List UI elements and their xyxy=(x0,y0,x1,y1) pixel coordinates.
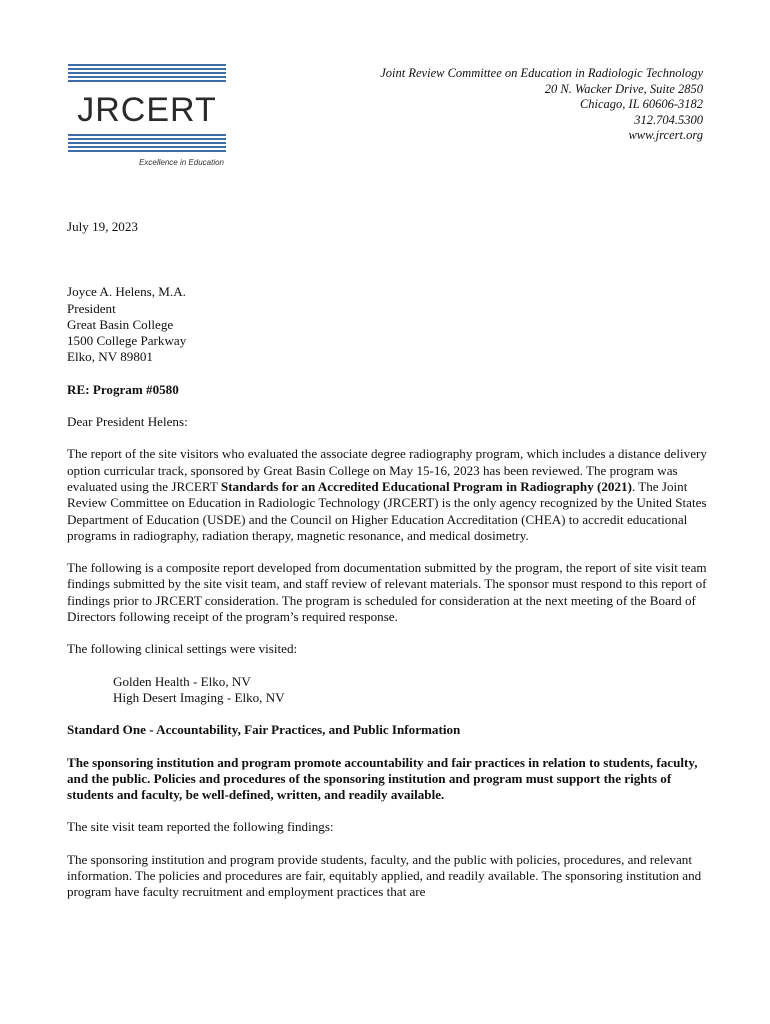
recipient-title: President xyxy=(67,300,116,316)
recipient-street: 1500 College Parkway xyxy=(67,333,187,349)
paragraph-intro xyxy=(67,446,707,544)
letterhead-web[interactable]: www.jrcert.org xyxy=(628,128,703,143)
paragraph-intro-b: . The Joint Review Committee on Education in Radiologic Technology (JRCERT) is the only agency recognized by the United States Department of Education (USDE) and the Council on Higher Education Accreditation (CHEA) to accredit educational programs in radiography, radiation therapy, magnetic resonance, and medical dosimetry. xyxy=(67,478,707,543)
clinical-site: High Desert Imaging - Elko, NV xyxy=(113,689,285,705)
findings-paragraph: The sponsoring institution and program provide students, faculty, and the public with policies, procedures, and relevant information. The policies and procedures are fair, equitably applied, and readily available. The sponsoring institution and program have faculty recruitment and employment practices that are xyxy=(67,851,702,900)
logo-wordmark: JRCERT xyxy=(77,91,217,129)
logo-stripes-top xyxy=(68,64,226,84)
letterhead-street: 20 N. Wacker Drive, Suite 2850 xyxy=(544,81,703,96)
letter-body xyxy=(67,219,707,917)
letterhead-org: Joint Review Committee on Education in Radiologic Technology xyxy=(380,66,703,80)
paragraph-composite: The following is a composite report developed from documentation submitted by the program, the report of site visit team findings submitted by the site visit team, and staff review of relevant materials. The sponsor must respond to this report of findings prior to JRCERT consideration. The program is scheduled for consideration at the next meeting of the Board of Directors following receipt of the program’s required response. xyxy=(67,560,707,625)
paragraph-intro-a: The report of the site visitors who evaluated the associate degree radiography program, which includes a distance delivery option curricular track, sponsored by Great Basin College on May 15-16, 2023 has been reviewed. The program was evaluated using the JRCERT xyxy=(67,446,707,494)
letterhead-phone: 312.704.5300 xyxy=(634,112,703,127)
letter-date: July 19, 2023 xyxy=(67,219,138,234)
standards-title: Standards for an Accredited Educational Program in Radiography (2021) xyxy=(220,478,632,494)
salutation: Dear President Helens: xyxy=(67,414,188,430)
recipient-name: Joyce A. Helens, M.A. xyxy=(67,284,186,300)
clinical-intro: The following clinical settings were visited: xyxy=(67,641,298,657)
letterhead-address xyxy=(380,66,703,144)
re-line: RE: Program #0580 xyxy=(67,381,179,397)
standard-heading: Standard One - Accountability, Fair Practices, and Public Information xyxy=(67,722,461,738)
standard-statement: The sponsoring institution and program promote accountability and fair practices in relation to students, faculty, and the public. Policies and procedures of the sponsoring institution and program must support the rights of students and faculty, be well-defined, written, and readily available. xyxy=(67,754,698,803)
recipient-city: Elko, NV 89801 xyxy=(67,349,153,365)
findings-intro: The site visit team reported the following findings: xyxy=(67,819,334,835)
jrcert-logo xyxy=(66,64,228,172)
letterhead-city: Chicago, IL 60606-3182 xyxy=(579,97,703,112)
recipient-address xyxy=(67,284,707,365)
recipient-institution: Great Basin College xyxy=(67,316,174,332)
clinical-site: Golden Health - Elko, NV xyxy=(113,673,251,689)
logo-stripes-bottom xyxy=(68,134,226,154)
logo-tagline: Excellence in Education xyxy=(139,158,224,167)
clinical-sites-list xyxy=(67,674,707,707)
